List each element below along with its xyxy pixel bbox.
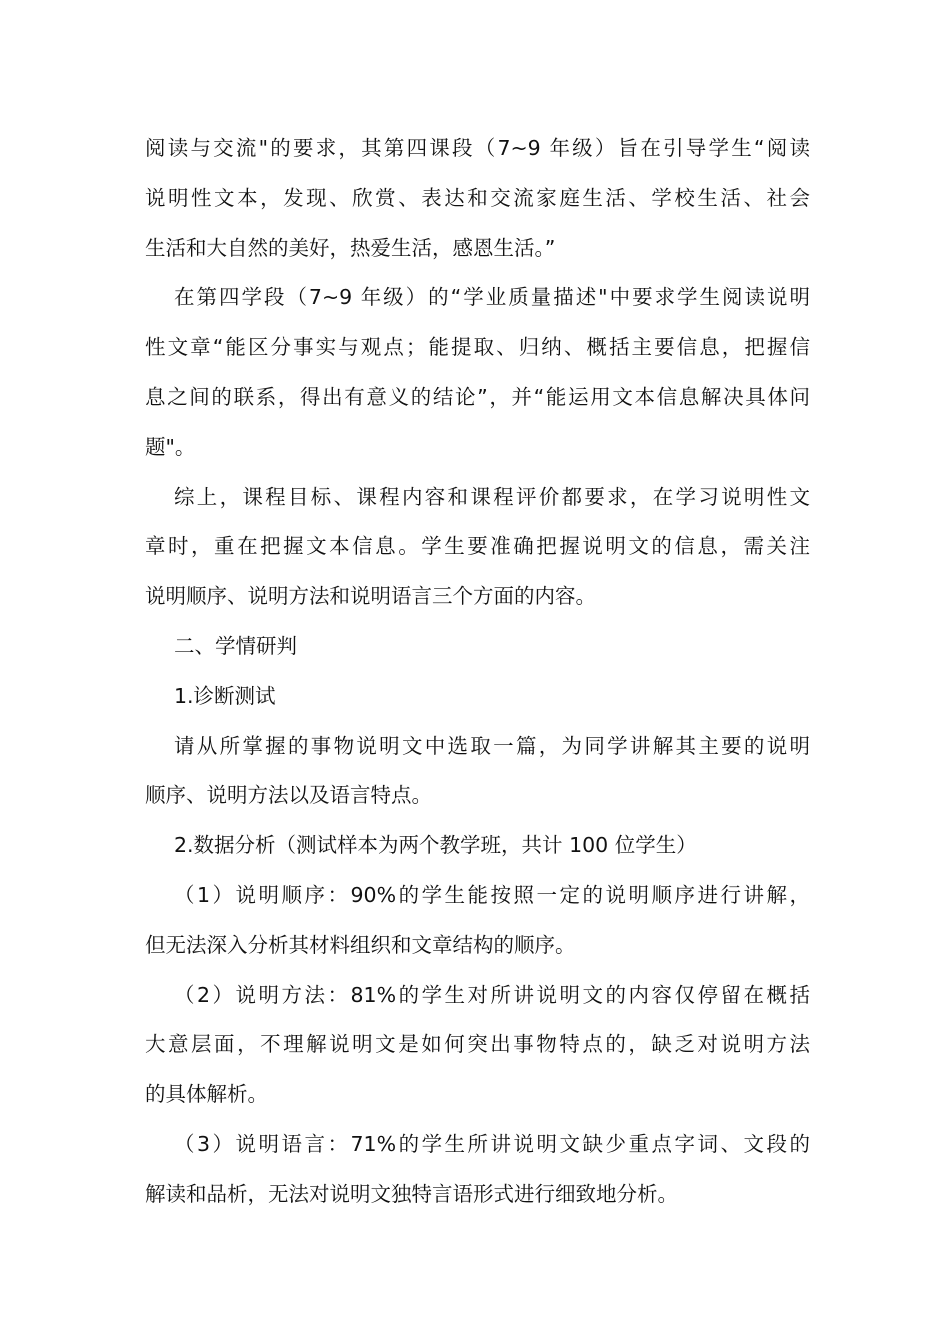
text-line: 生活和大自然的美好，热爱生活，感恩生活。” bbox=[145, 235, 556, 260]
text-line: 请从所掌握的事物说明文中选取一篇，为同学讲解其主要的说明 bbox=[174, 733, 810, 758]
text-line: 顺序、说明方法以及语言特点。 bbox=[145, 783, 432, 808]
text-line: 阅读与交流"的要求，其第四课段（7~9 年级）旨在引导学生“阅读 bbox=[145, 136, 810, 160]
text-line: 在第四学段（7~9 年级）的“学业质量描述"中要求学生阅读说明 bbox=[174, 285, 810, 310]
text-line: 的具体解析。 bbox=[145, 1082, 268, 1107]
text-line: 但无法深入分析其材料组织和文章结构的顺序。 bbox=[145, 932, 576, 957]
text-line: （3）说明语言：71%的学生所讲说明文缺少重点字词、文段的 bbox=[174, 1131, 810, 1156]
text-line: 大意层面，不理解说明文是如何突出事物特点的，缺乏对说明方法 bbox=[145, 1032, 810, 1057]
paragraph-summary bbox=[145, 473, 810, 622]
section-heading: 二、学情研判 bbox=[174, 633, 297, 658]
analysis-item-method bbox=[145, 971, 810, 1120]
paragraph-curriculum-requirement bbox=[145, 124, 810, 273]
text-line: 综上，课程目标、课程内容和课程评价都要求，在学习说明性文 bbox=[174, 484, 810, 509]
text-line: 解读和品析，无法对说明文独特言语形式进行细致地分析。 bbox=[145, 1181, 678, 1206]
text-line: 说明性文本，发现、欣赏、表达和交流家庭生活、学校生活、社会 bbox=[145, 185, 810, 210]
text-line: 性文章“能区分事实与观点；能提取、归纳、概括主要信息，把握信 bbox=[145, 335, 810, 360]
document-page bbox=[145, 124, 810, 1220]
text-line: 息之间的联系，得出有意义的结论”，并“能运用文本信息解决具体问 bbox=[145, 384, 810, 409]
subheading-data-analysis: 2.数据分析（测试样本为两个教学班，共计 100 位学生） bbox=[174, 833, 697, 858]
text-line: （1）说明顺序：90%的学生能按照一定的说明顺序进行讲解， bbox=[174, 882, 810, 907]
paragraph-quality-description bbox=[145, 273, 810, 472]
subheading-diagnostic-test: 1.诊断测试 bbox=[174, 683, 276, 708]
text-line: （2）说明方法：81%的学生对所讲说明文的内容仅停留在概括 bbox=[174, 982, 810, 1007]
text-line: 章时，重在把握文本信息。学生要准确把握说明文的信息，需关注 bbox=[145, 534, 810, 559]
analysis-item-order bbox=[145, 871, 810, 971]
paragraph-diagnostic-task bbox=[145, 722, 810, 822]
text-line: 题"。 bbox=[145, 434, 196, 459]
analysis-item-language bbox=[145, 1120, 810, 1220]
text-line: 说明顺序、说明方法和说明语言三个方面的内容。 bbox=[145, 584, 596, 609]
